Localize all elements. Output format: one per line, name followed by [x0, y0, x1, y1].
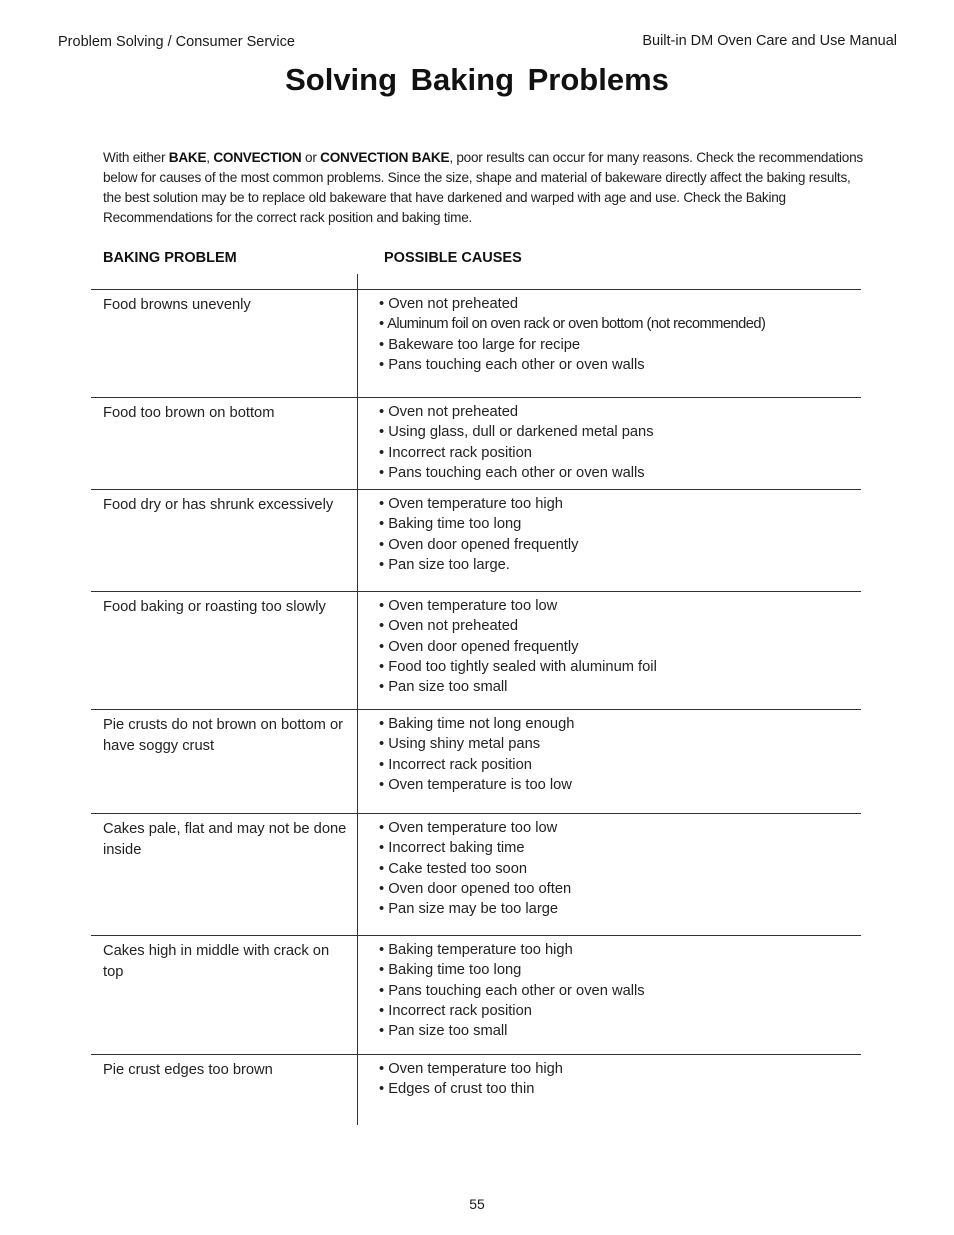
cause-item: • Cake tested too soon: [379, 859, 571, 879]
baking-problem-cell: Food dry or has shrunk excessively: [103, 497, 334, 513]
intro-separator: ,: [206, 150, 214, 165]
page-number: 55: [469, 1196, 485, 1212]
possible-causes-list: [379, 940, 645, 1041]
column-header-possible-causes: POSSIBLE CAUSES: [384, 250, 522, 266]
cause-item: • Oven temperature is too low: [379, 775, 574, 795]
baking-problem-cell: Food baking or roasting too slowly: [103, 599, 326, 615]
cause-item: • Oven not preheated: [379, 402, 654, 422]
table-row: [91, 709, 861, 814]
cause-item: • Using shiny metal pans: [379, 734, 574, 754]
intro-separator: or: [301, 150, 321, 165]
table-row: [91, 489, 861, 592]
cause-item: • Oven not preheated: [379, 294, 765, 314]
intro-bake-keyword: BAKE: [168, 150, 207, 165]
cause-item: • Pans touching each other or oven walls: [379, 355, 765, 375]
cause-item: • Using glass, dull or darkened metal pans: [379, 422, 654, 442]
cause-item: • Bakeware too large for recipe: [379, 335, 765, 355]
cause-item: • Oven door opened too often: [379, 879, 571, 899]
cause-item: • Pans touching each other or oven walls: [379, 981, 645, 1001]
intro-convection-keyword: CONVECTION: [213, 150, 302, 165]
baking-problem-cell: Food too brown on bottom: [103, 405, 275, 421]
cause-item: • Oven door opened frequently: [379, 637, 657, 657]
cause-item: • Baking time too long: [379, 960, 645, 980]
cause-item: • Oven temperature too low: [379, 596, 657, 616]
page-title: Solving Baking Problems: [285, 62, 669, 97]
cause-item: • Incorrect baking time: [379, 838, 571, 858]
possible-causes-list: [379, 714, 574, 795]
possible-causes-list: [379, 294, 765, 375]
baking-problem-cell: Cakes pale, flat and may not be done inside: [103, 821, 347, 858]
intro-convection-bake-keyword: CONVECTION BAKE: [320, 150, 450, 165]
cause-item: • Oven temperature too high: [379, 494, 579, 514]
baking-problem-cell: Pie crust edges too brown: [103, 1062, 273, 1078]
table-row: [91, 813, 861, 936]
cause-item: • Pan size too small: [379, 677, 657, 697]
baking-problem-cell: Food browns unevenly: [103, 297, 251, 313]
cause-item: • Pan size too small: [379, 1021, 645, 1041]
possible-causes-list: [379, 402, 654, 483]
cause-item: • Baking temperature too high: [379, 940, 645, 960]
table-row: [91, 935, 861, 1055]
table-row: [91, 1054, 861, 1125]
header-section-title: Problem Solving / Consumer Service: [58, 34, 295, 50]
possible-causes-list: [379, 818, 571, 919]
table-row: [91, 591, 861, 710]
cause-item: • Aluminum foil on oven rack or oven bottom (not recommended): [379, 314, 765, 334]
cause-item: • Incorrect rack position: [379, 443, 654, 463]
cause-item: • Oven temperature too low: [379, 818, 571, 838]
cause-item: • Oven door opened frequently: [379, 535, 579, 555]
header-manual-title: Built-in DM Oven Care and Use Manual: [642, 33, 897, 49]
cause-item: • Food too tightly sealed with aluminum foil: [379, 657, 657, 677]
cause-item: • Incorrect rack position: [379, 755, 574, 775]
cause-item: • Pan size may be too large: [379, 899, 571, 919]
possible-causes-list: [379, 1059, 563, 1100]
cause-item: • Oven not preheated: [379, 616, 657, 636]
possible-causes-list: [379, 494, 579, 575]
intro-paragraph: [103, 148, 863, 228]
cause-item: • Baking time not long enough: [379, 714, 574, 734]
table-row: [91, 289, 861, 398]
cause-item: • Baking time too long: [379, 514, 579, 534]
possible-causes-list: [379, 596, 657, 697]
table-row: [91, 397, 861, 490]
column-header-baking-problem: BAKING PROBLEM: [103, 250, 237, 266]
cause-item: • Pan size too large.: [379, 555, 579, 575]
cause-item: • Pans touching each other or oven walls: [379, 463, 654, 483]
cause-item: • Oven temperature too high: [379, 1059, 563, 1079]
baking-problem-cell: Pie crusts do not brown on bottom or have soggy crust: [103, 717, 344, 754]
baking-problem-cell: Cakes high in middle with crack on top: [103, 943, 330, 980]
intro-text-start: With either: [103, 150, 169, 165]
cause-item: • Incorrect rack position: [379, 1001, 645, 1021]
intro-text-rest: , poor results can occur for many reasons. Check the recommendations below for causes of the most common problems. Since the size, shape and material of bakeware directly affect the baking results, the best solution may be to replace old bakeware that have darkened and warped with age and use. Check the Baking Recommendations for the correct rack position and baking time.: [103, 150, 863, 225]
cause-item: • Edges of crust too thin: [379, 1079, 563, 1099]
